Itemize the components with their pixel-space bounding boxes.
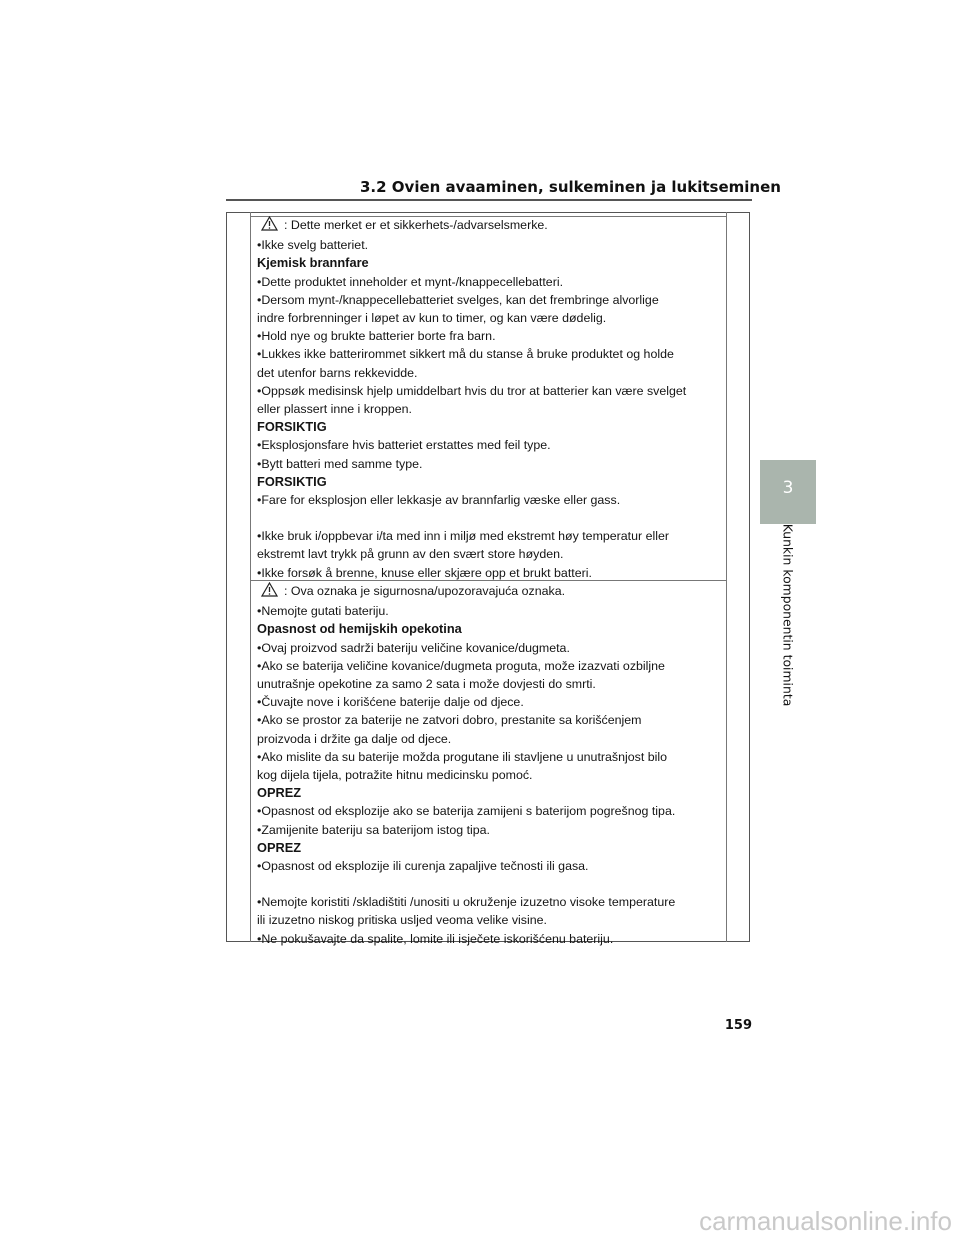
warning-line-text: •Ako se prostor za baterije ne zatvori dobro, prestanite sa korišćenjem xyxy=(257,713,642,728)
warning-line-text: ili izuzetno niskog pritiska usljed veoma velike visine. xyxy=(257,913,547,928)
warning-line xyxy=(257,436,719,454)
warning-line xyxy=(257,455,719,473)
warning-line xyxy=(257,766,719,784)
warning-line-text: •Oppsøk medisinsk hjelp umiddelbart hvis du tror at batterier kan være svelget xyxy=(257,383,687,398)
warning-line-text: •Čuvajte nove i korišćene baterije dalje od djece. xyxy=(257,695,524,710)
warning-line xyxy=(257,509,719,527)
warning-line xyxy=(257,657,719,675)
warning-line xyxy=(257,382,719,400)
label-right-edge xyxy=(726,212,727,942)
warning-line xyxy=(257,675,719,693)
warning-line xyxy=(257,711,719,729)
warning-line xyxy=(257,821,719,839)
warning-line-text: eller plassert inne i kroppen. xyxy=(257,402,412,417)
warning-line xyxy=(257,893,719,911)
warning-triangle-icon xyxy=(261,216,278,236)
warning-line xyxy=(257,564,719,582)
warning-line-text: FORSIKTIG xyxy=(257,419,327,435)
warning-line-text: •Dette produktet inneholder et mynt-/knappecellebatteri. xyxy=(257,274,564,289)
warning-heading xyxy=(257,254,719,272)
warning-line-text: •Ikke svelg batteriet. xyxy=(257,238,369,253)
watermark-site: carmanualsonline.info xyxy=(699,1206,952,1236)
warning-line xyxy=(257,911,719,929)
warning-line-text: •Nemojte gutati bateriju. xyxy=(257,604,389,619)
warning-line-text: OPREZ xyxy=(257,839,302,855)
warning-line-text: : Ova oznaka je sigurnosna/upozoravajuća oznaka. xyxy=(284,584,566,598)
warning-line xyxy=(257,693,719,711)
warning-line-text: OPREZ xyxy=(257,785,302,801)
warning-line-text: •Ako se baterija veličine kovanice/dugmeta proguta, može izazvati ozbiljne xyxy=(257,658,665,673)
warning-line xyxy=(257,545,719,563)
page-number: 159 xyxy=(724,1018,752,1033)
warning-line xyxy=(257,216,719,236)
norwegian-warning-section xyxy=(257,216,719,582)
warning-line-text: •Zamijenite bateriju sa baterijom istog tipa. xyxy=(257,822,490,837)
warning-heading xyxy=(257,620,719,638)
warning-triangle-icon xyxy=(261,582,278,602)
warning-line xyxy=(257,291,719,309)
warning-line-text: Kjemisk brannfare xyxy=(257,255,369,271)
warning-line xyxy=(257,602,719,620)
croatian-warning-section xyxy=(257,582,719,948)
warning-line-text: : Dette merket er et sikkerhets-/advarselsmerke. xyxy=(284,218,548,232)
warning-line xyxy=(257,930,719,948)
warning-line-text: kog dijela tijela, potražite hitnu medicinsku pomoć. xyxy=(257,768,533,783)
chapter-side-label: Kunkin komponentin toiminta xyxy=(780,523,796,707)
warning-line-text: proizvoda i držite ga dalje od djece. xyxy=(257,731,452,746)
warning-line xyxy=(257,345,719,363)
header-divider xyxy=(226,199,752,201)
section-header-title: 3.2 Ovien avaaminen, sulkeminen ja lukitseminen xyxy=(360,178,781,196)
warning-line-text: •Ne pokušavajte da spalite, lomite ili isječete iskorišćenu bateriju. xyxy=(257,931,614,946)
warning-line xyxy=(257,582,719,602)
chapter-number: 3 xyxy=(782,478,794,498)
warning-line-text: •Eksplosjonsfare hvis batteriet erstattes med feil type. xyxy=(257,438,551,453)
warning-line xyxy=(257,327,719,345)
warning-line xyxy=(257,857,719,875)
warning-line-text: •Ako mislite da su baterije možda progutane ili stavljene u unutrašnjost bilo xyxy=(257,749,668,764)
warning-line-text: det utenfor barns rekkevidde. xyxy=(257,365,418,380)
warning-line xyxy=(257,491,719,509)
warning-line-text: FORSIKTIG xyxy=(257,473,327,489)
warning-line xyxy=(257,802,719,820)
warning-heading xyxy=(257,784,719,802)
warning-line-text: Opasnost od hemijskih opekotina xyxy=(257,621,462,637)
warning-line-text: •Opasnost od eksplozije ili curenja zapaljive tečnosti ili gasa. xyxy=(257,859,589,874)
warning-heading xyxy=(257,473,719,491)
label-left-edge xyxy=(250,212,251,942)
warning-line xyxy=(257,400,719,418)
warning-line xyxy=(257,527,719,545)
warning-line xyxy=(257,875,719,893)
warning-line-text: indre forbrenninger i løpet av kun to timer, og kan være dødelig. xyxy=(257,311,607,326)
warning-line-text: ekstremt lavt trykk på grunn av den svært store høyden. xyxy=(257,547,564,562)
warning-line xyxy=(257,748,719,766)
warning-line-text: •Ikke forsøk å brenne, knuse eller skjære opp et brukt batteri. xyxy=(257,565,592,580)
warning-line-text: •Ikke bruk i/oppbevar i/ta med inn i miljø med ekstremt høy temperatur eller xyxy=(257,529,670,544)
warning-line-text: •Lukkes ikke batterirommet sikkert må du stanse å bruke produktet og holde xyxy=(257,347,674,362)
warning-line-text: •Bytt batteri med samme type. xyxy=(257,456,423,471)
warning-line-text: •Fare for eksplosjon eller lekkasje av brannfarlig væske eller gass. xyxy=(257,493,621,508)
warning-line-text: •Hold nye og brukte batterier borte fra barn. xyxy=(257,329,496,344)
warning-line-text: unutrašnje opekotine za samo 2 sata i može dovjesti do smrti. xyxy=(257,677,596,692)
warning-line xyxy=(257,364,719,382)
warning-line xyxy=(257,273,719,291)
warning-heading xyxy=(257,839,719,857)
warning-line-text: •Opasnost od eksplozije ako se baterija zamijeni s baterijom pogrešnog tipa. xyxy=(257,804,676,819)
warning-line xyxy=(257,639,719,657)
warning-heading xyxy=(257,418,719,436)
warning-line-text: •Nemojte koristiti /skladištiti /unositi u okruženje izuzetno visoke temperature xyxy=(257,895,676,910)
warning-line xyxy=(257,309,719,327)
warning-line xyxy=(257,236,719,254)
warning-line-text: •Ovaj proizvod sadrži bateriju veličine kovanice/dugmeta. xyxy=(257,640,570,655)
warning-line-text: •Dersom mynt-/knappecellebatteriet svelges, kan det frembringe alvorlige xyxy=(257,292,659,307)
warning-line xyxy=(257,730,719,748)
